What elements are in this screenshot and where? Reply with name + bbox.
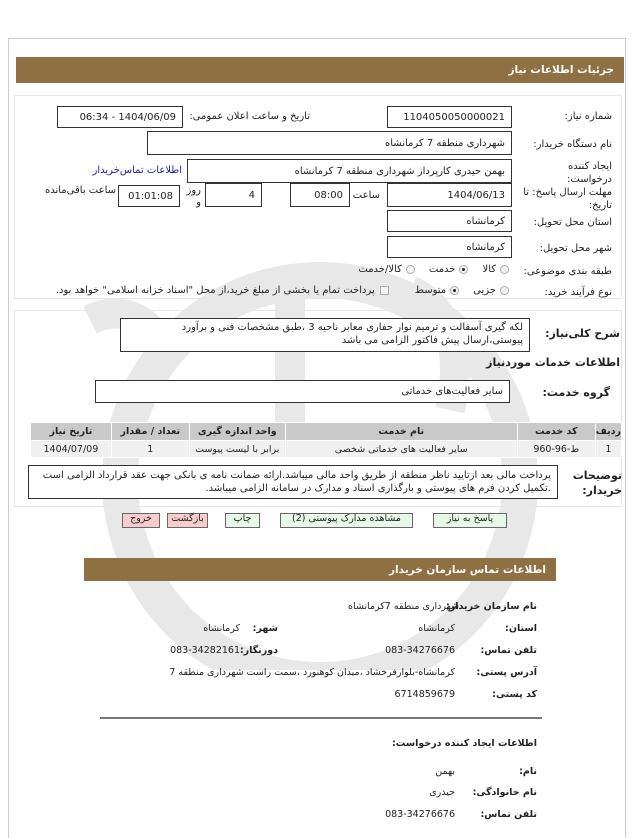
last-name-label: نام خانوادگی: (472, 787, 537, 798)
province-contact-label: استان: (505, 623, 537, 634)
deadline-time-field: 08:00 (290, 183, 350, 207)
col-row: ردیف (595, 423, 621, 441)
radio-icon (406, 265, 415, 274)
category-option-both[interactable]: کالا/خدمت (358, 264, 415, 275)
notes-field: پرداخت مالی بعد ازتایید ناظر منطقه از طریق واحد مالی میباشد.ارائه ضمانت نامه ی بانکی جهت عقد قرارداد الزامی است .تکمیل کردن فرم های پیوستی و بارگذاری اسناد و مدارک در سامانه الزامی میباشد. (28, 465, 558, 499)
creator-field: بهمن حیدری کارپرداز شهرداری منطقه 7 کرمانشاه (187, 159, 512, 183)
process-label: نوع فرآیند خرید: (544, 287, 612, 298)
col-date: تاریخ نیاز (31, 423, 112, 441)
fax-value: 083-34282161 (170, 645, 240, 656)
category-options (344, 264, 509, 275)
col-quantity: تعداد / مقدار (111, 423, 189, 441)
back-button[interactable]: بازگشت (167, 513, 208, 528)
cell-name: سایر فعالیت های خدماتی شخصی (285, 441, 517, 458)
cell-date: 1404/07/09 (31, 441, 112, 458)
announce-field: 1404/06/09 - 06:34 (57, 106, 183, 128)
creator-phone-value: 083-34276676 (385, 809, 455, 820)
category-option-goods[interactable]: کالا (482, 264, 509, 275)
category-option-service[interactable]: خدمت (429, 264, 469, 275)
summary-field: لکه گیری آسفالت و ترمیم نوار حفاری معابر ناحیه 3 ،طبق مشخصات فنی و برآورد پیوستی،ارسال پیش فاکتور الزامی می باشد (120, 318, 530, 352)
city-label: شهر محل تحویل: (539, 243, 612, 254)
services-table (30, 422, 622, 458)
divider (100, 717, 542, 719)
deadline-label: مهلت ارسال پاسخ: تا تاریخ: (523, 187, 612, 211)
summary-label: شرح کلی‌نیاز: (545, 327, 620, 340)
postal-label: کد پستی: (492, 689, 537, 700)
notes-label: توضیحات خریدار: (572, 469, 622, 497)
province-field: کرمانشاه (387, 210, 512, 232)
treasury-checkbox[interactable]: پرداخت تمام یا بخشی از مبلغ خرید،از محل "اسناد خزانه اسلامی" خواهد بود. (56, 285, 389, 296)
checkbox-icon (380, 286, 389, 295)
first-name-value: بهمن (435, 766, 455, 777)
contact-header: اطلاعات تماس سازمان خریدار (84, 558, 556, 581)
services-title: اطلاعات خدمات موردنیاز (486, 356, 620, 369)
service-group-field: سایر فعالیت‌های خدماتی (95, 380, 510, 403)
buyer-contact-link[interactable]: اطلاعات تماس‌خریدار (92, 165, 182, 176)
postal-value: 6714859679 (394, 689, 455, 700)
creator-info-title: اطلاعات ایجاد کننده درخواست: (391, 738, 537, 749)
city-contact-value: کرمانشاه (203, 623, 240, 634)
reply-button[interactable]: پاسخ به نیاز (433, 513, 507, 528)
province-contact-value: کرمانشاه (418, 623, 455, 634)
remaining-field: 01:01:08 (118, 185, 180, 207)
org-label: نام سازمان خریدار: (446, 601, 537, 612)
view-attachments-button[interactable]: مشاهده مدارک پیوستی (2) (280, 513, 413, 528)
cell-quantity: 1 (111, 441, 189, 458)
radio-icon (500, 265, 509, 274)
exit-button[interactable]: خروج (122, 513, 160, 528)
announce-label: تاریخ و ساعت اعلان عمومی: (189, 111, 310, 122)
radio-selected-icon (459, 265, 468, 274)
need-number-field: 1104050050000021 (387, 106, 512, 128)
process-option-minor[interactable]: جزیی (473, 285, 509, 296)
cell-code: ط-96-960 (517, 441, 595, 458)
col-name: نام خدمت (285, 423, 517, 441)
cell-unit: برابر با لیست پیوست (189, 441, 285, 458)
deadline-date-field: 1404/06/13 (387, 183, 512, 207)
buyer-field: شهرداری منطقه 7 کرمانشاه (147, 131, 512, 155)
days-field: 4 (205, 183, 262, 207)
last-name-value: حیدری (429, 787, 455, 798)
cell-row: 1 (595, 441, 621, 458)
days-label: روز و (186, 185, 201, 208)
remaining-label: ساعت باقی‌مانده (44, 185, 116, 196)
process-options (42, 285, 509, 296)
city-contact-label: شهر: (252, 623, 278, 634)
address-value: کرمانشاه-بلوارفرخشاد ،میدان کوهنورد ،سمت راست شهرداری منطقه 7 (169, 667, 455, 678)
creator-phone-label: تلفن تماس: (480, 809, 537, 820)
table-row (31, 441, 622, 458)
need-number-label: شماره نیاز: (564, 111, 612, 122)
first-name-label: نام: (519, 766, 537, 777)
service-group-label: گروه خدمت: (542, 386, 610, 399)
time-label: ساعت (352, 190, 380, 201)
col-code: کد خدمت (517, 423, 595, 441)
table-header-row (31, 423, 622, 441)
city-field: کرمانشاه (387, 236, 512, 258)
process-option-medium[interactable]: متوسط (415, 285, 459, 296)
category-label: طبقه بندی موضوعی: (523, 266, 612, 277)
buyer-label: نام دستگاه خریدار: (533, 139, 612, 150)
org-value: شهرداری منطقه 7کرمانشاه (348, 601, 459, 612)
fax-label: دورنگار: (239, 645, 278, 656)
phone-value: 083-34276676 (385, 645, 455, 656)
page-header: جزئیات اطلاعات نیاز (16, 57, 624, 83)
creator-label: ایجاد کننده درخواست: (567, 161, 612, 185)
print-button[interactable]: چاپ (225, 513, 260, 528)
phone-label: تلفن تماس: (480, 645, 537, 656)
address-label: آدرس پستی: (476, 667, 537, 678)
radio-icon (500, 286, 509, 295)
radio-selected-icon (450, 286, 459, 295)
col-unit: واحد اندازه گیری (189, 423, 285, 441)
province-label: استان محل تحویل: (533, 217, 612, 228)
